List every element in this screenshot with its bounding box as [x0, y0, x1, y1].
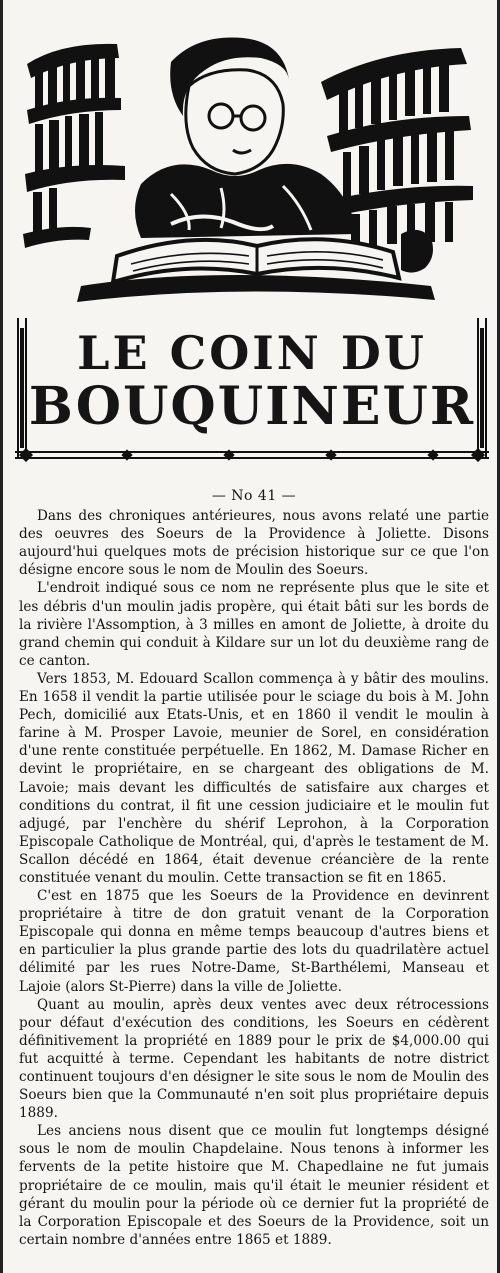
reader-illustration — [21, 24, 485, 304]
article-number: — No 41 — — [211, 488, 297, 504]
reader-figure-icon — [135, 38, 357, 239]
paragraph-4: C'est en 1875 que les Soeurs de la Providence en devinrent propriétaire à titre de don gratuit venant de la Corporation Episcopale qui donna en même temps beaucoup d'autres biens et en particulier la plus grande partie des lots du quadrilatère actuel délimité par les rues Notre-Dame, St-Barthélemi, Manseau et Lajoie (alors St-Pierre) dans la ville de Joliette. — [19, 888, 489, 995]
paragraph-2: L'endroit indiqué sous ce nom ne représente plus que le site et les débris d'un moulin jadis propère, qui était bâti sur les bords de la rivière l'Assomption, à 3 milles en amont de Joliette, à droite du grand chemin qui conduit à Kildare sur un lot du deuxième rang de ce canton. — [19, 580, 489, 669]
page-title-line-2: BOUQUINEUR — [28, 376, 476, 437]
left-bookshelf-icon — [23, 44, 125, 248]
paragraph-5: Quant au moulin, après deux ventes avec deux rétrocessions pour défaut d'exécution des conditions, les Soeurs en cédèrent définitivement la propriété en 1889 pour le prix de $4,000.00 qui fut acquitté à terme. Cependant les habitants de notre district continuent toujours d'en désigner le site sous le nom de Moulin des Soeurs bien que la Communauté n'en soit plus propriétaire depuis 1889. — [19, 996, 489, 1122]
article-body — [19, 487, 489, 1249]
open-book-icon — [77, 230, 435, 302]
masthead — [11, 318, 493, 468]
paragraph-1: Dans des chroniques antérieures, nous avons relaté une partie des oeuvres des Soeurs de la Providence à Joliette. Disons aujourd'hui quelques mots de précision historique sur ce que l'on désigne encore sous le nom de Moulin des Soeurs. — [19, 508, 489, 579]
paragraph-3: Vers 1853, M. Edouard Scallon commença à y bâtir des moulins. En 1658 il vendit la partie utilisée pour le sciage du bois à M. John Pech, domicilié aux Etats-Unis, et en 1860 il vendit le moulin à farine à M. Prosper Lavoie, meunier de Sorel, en considération d'une rente constituée perpétuelle. En 1862, M. Damase Richer en devint le propriétaire, en se chargeant des obligations de M. Lavoie; mais devant les difficultés de satisfaire aux charges et conditions du contrat, il fit une cession judiciaire et le moulin fut adjugé, par l'enchère du shérif Leprohon, à la Corporation Episcopale Catholique de Montréal, qui, d'après le testament de M. Scallon décédé en 1864, était devenue créancière de la rente constituée venant du moulin. Cette transaction se fit en 1865. — [19, 670, 489, 886]
page-title-line-1: LE COIN DU — [77, 326, 427, 380]
paragraph-6: Les anciens nous disent que ce moulin fut longtemps désigné sous le nom de moulin Chapdelaine. Nous tenons à informer les fervents de la petite histoire que M. Chapedlaine ne fut jumais propriétaire de ce moulin, mais qu'il était le meunier résident et gérant du moulin pour la période où ce dernier fut la propriété de la Corporation Episcopale et des Soeurs de la Providence, soit un certain nombre d'années entre 1865 et 1889. — [19, 1123, 489, 1248]
ornamental-rule — [15, 448, 489, 462]
